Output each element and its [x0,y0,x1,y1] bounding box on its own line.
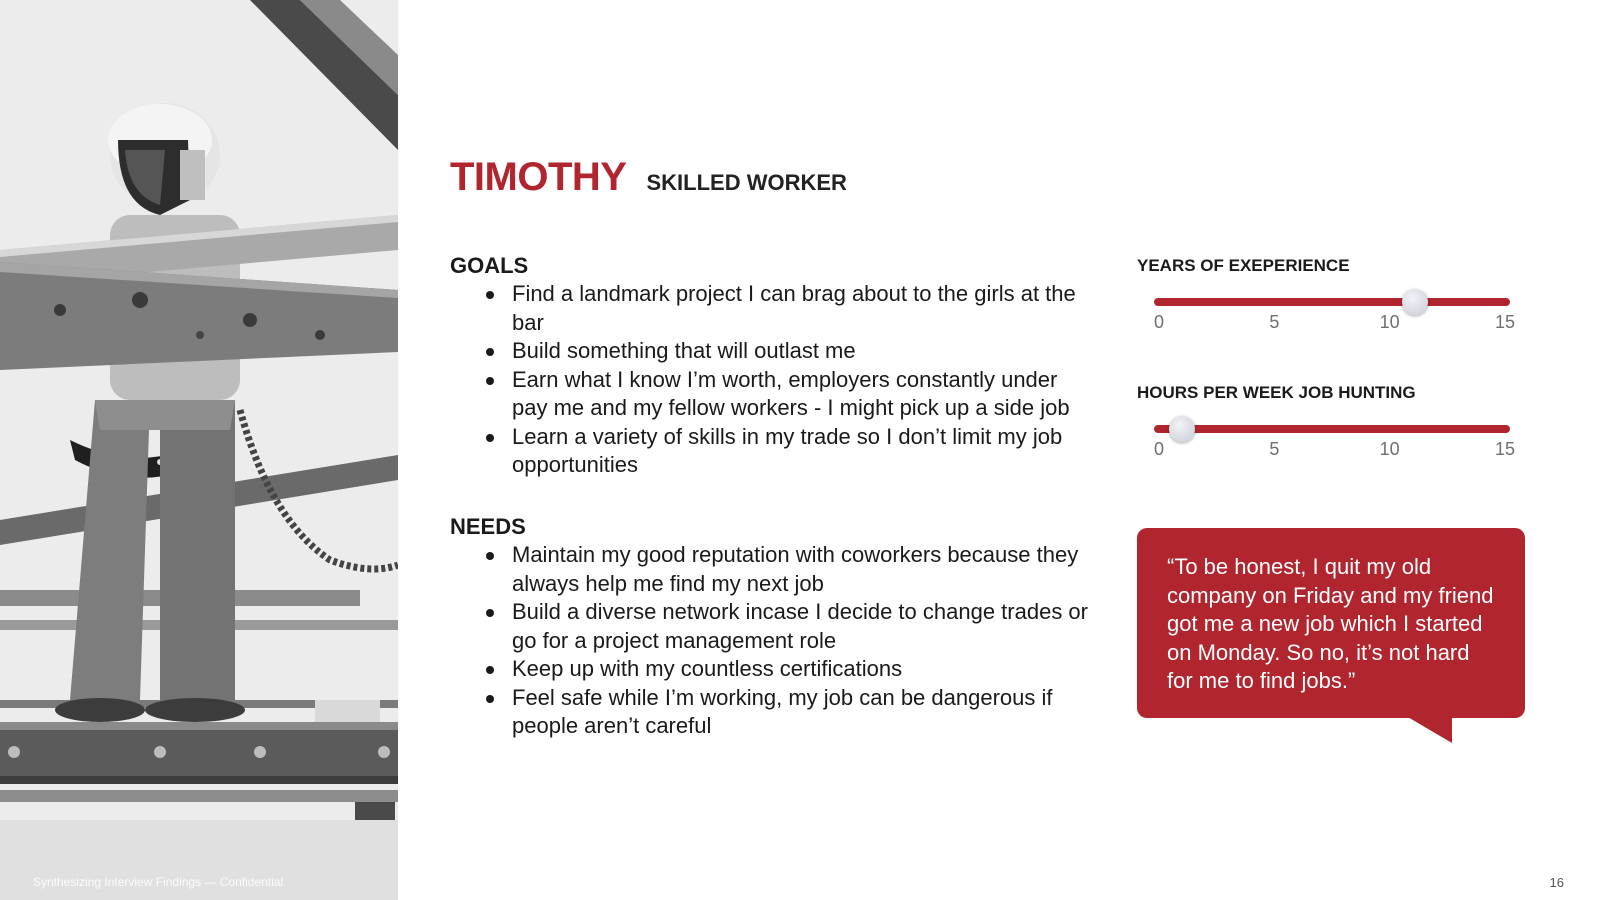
slider-label: HOURS PER WEEK JOB HUNTING [1137,383,1416,402]
persona-header [450,155,847,200]
persona-name: TIMOTHY [450,155,627,199]
tick-label: 10 [1379,312,1400,332]
tick-label: 10 [1379,439,1400,459]
list-item: Build something that will outlast me [484,337,1090,366]
slider-track [1154,298,1510,306]
tick-label: 5 [1269,439,1280,459]
tick-label: 15 [1494,312,1516,332]
quote-bubble-tail [1406,716,1452,743]
needs-section [450,513,1090,741]
tick-label: 5 [1269,312,1280,332]
slider-ticks [1137,312,1527,334]
list-item: Learn a variety of skills in my trade so I don’t limit my job opportunities [484,423,1090,480]
years-experience-slider [1137,256,1517,346]
goals-section [450,252,1090,480]
list-item: Feel safe while I’m working, my job can be dangerous if people aren’t careful [484,684,1090,741]
persona-role: SKILLED WORKER [646,170,847,195]
confidential-footer: Synthesizing Interview Findings — Confidential [33,875,284,889]
tick-label: 0 [1153,312,1165,332]
page-number: 16 [1549,875,1564,890]
hours-job-hunting-slider [1137,383,1517,473]
construction-worker-photo [0,0,398,900]
tick-label: 15 [1494,439,1516,459]
needs-list [484,541,1090,741]
list-item: Keep up with my countless certifications [484,655,1090,684]
needs-heading: NEEDS [450,514,526,539]
slider-label: YEARS OF EXEPERIENCE [1137,256,1350,275]
quote-bubble: “To be honest, I quit my old company on Friday and my friend got me a new job which I started on Monday. So no, it’s not hard for me to find jobs.” [1137,528,1525,718]
slider-track [1154,425,1510,433]
goals-list [484,280,1090,480]
tick-label: 0 [1153,439,1165,459]
list-item: Build a diverse network incase I decide to change trades or go for a project management role [484,598,1090,655]
goals-heading: GOALS [450,253,529,278]
slider-ticks [1137,439,1527,461]
list-item: Maintain my good reputation with coworkers because they always help me find my next job [484,541,1090,598]
list-item: Find a landmark project I can brag about to the girls at the bar [484,280,1090,337]
list-item: Earn what I know I’m worth, employers constantly under pay me and my fellow workers - I might pick up a side job [484,366,1090,423]
